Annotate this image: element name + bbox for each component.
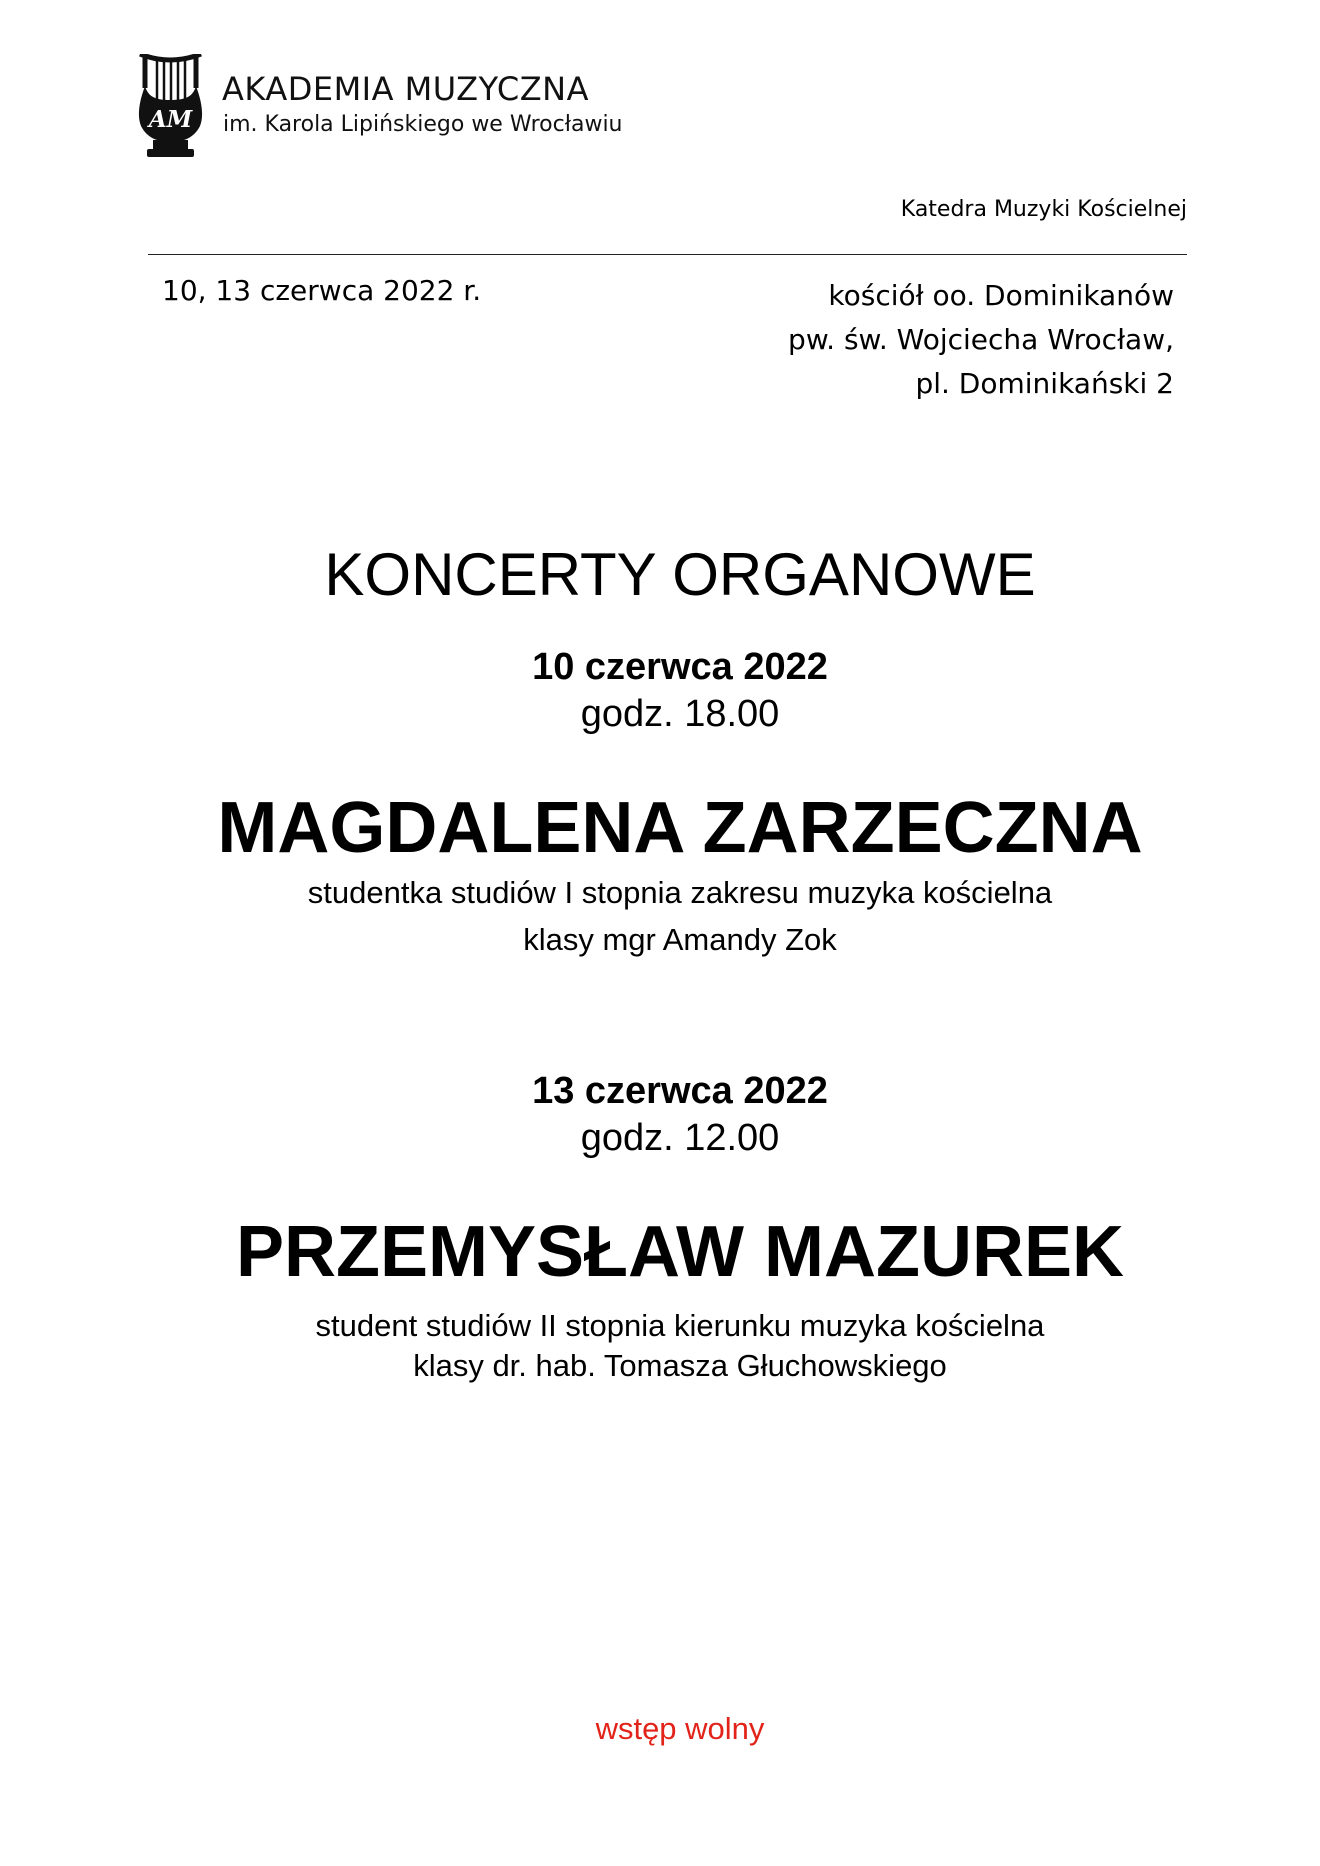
performer-name: PRZEMYSŁAW MAZUREK: [236, 1212, 1124, 1292]
admission-note: wstęp wolny: [595, 1711, 765, 1746]
performer-class: klasy dr. hab. Tomasza Głuchowskiego: [413, 1348, 947, 1383]
institution-subtitle: im. Karola Lipińskiego we Wrocławiu: [223, 112, 623, 137]
performer-name: MAGDALENA ZARZECZNA: [217, 788, 1143, 868]
lyre-icon: [137, 54, 204, 157]
department-name: Katedra Muzyki Kościelnej: [900, 197, 1187, 222]
venue-line: pw. św. Wojciecha Wrocław,: [788, 323, 1174, 356]
concert-dates: 10, 13 czerwca 2022 r.: [162, 274, 482, 307]
performer-description: studentka studiów I stopnia zakresu muzyka kościelna: [307, 875, 1053, 910]
performer-class: klasy mgr Amandy Zok: [523, 922, 837, 957]
concert-time: godz. 12.00: [580, 1117, 780, 1159]
venue-line: kościół oo. Dominikanów: [828, 279, 1174, 312]
header-divider: [148, 254, 1187, 255]
concert-time: godz. 18.00: [580, 693, 780, 735]
svg-text:AM: AM: [148, 106, 193, 133]
concert-date: 13 czerwca 2022: [532, 1070, 828, 1112]
page-title: KONCERTY ORGANOWE: [324, 541, 1036, 608]
concert-date: 10 czerwca 2022: [532, 646, 828, 688]
performer-description: student studiów II stopnia kierunku muzyka kościelna: [315, 1308, 1045, 1343]
venue-address: [788, 274, 1174, 406]
institution-name: AKADEMIA MUZYCZNA: [222, 70, 589, 108]
venue-line: pl. Dominikański 2: [915, 367, 1174, 400]
